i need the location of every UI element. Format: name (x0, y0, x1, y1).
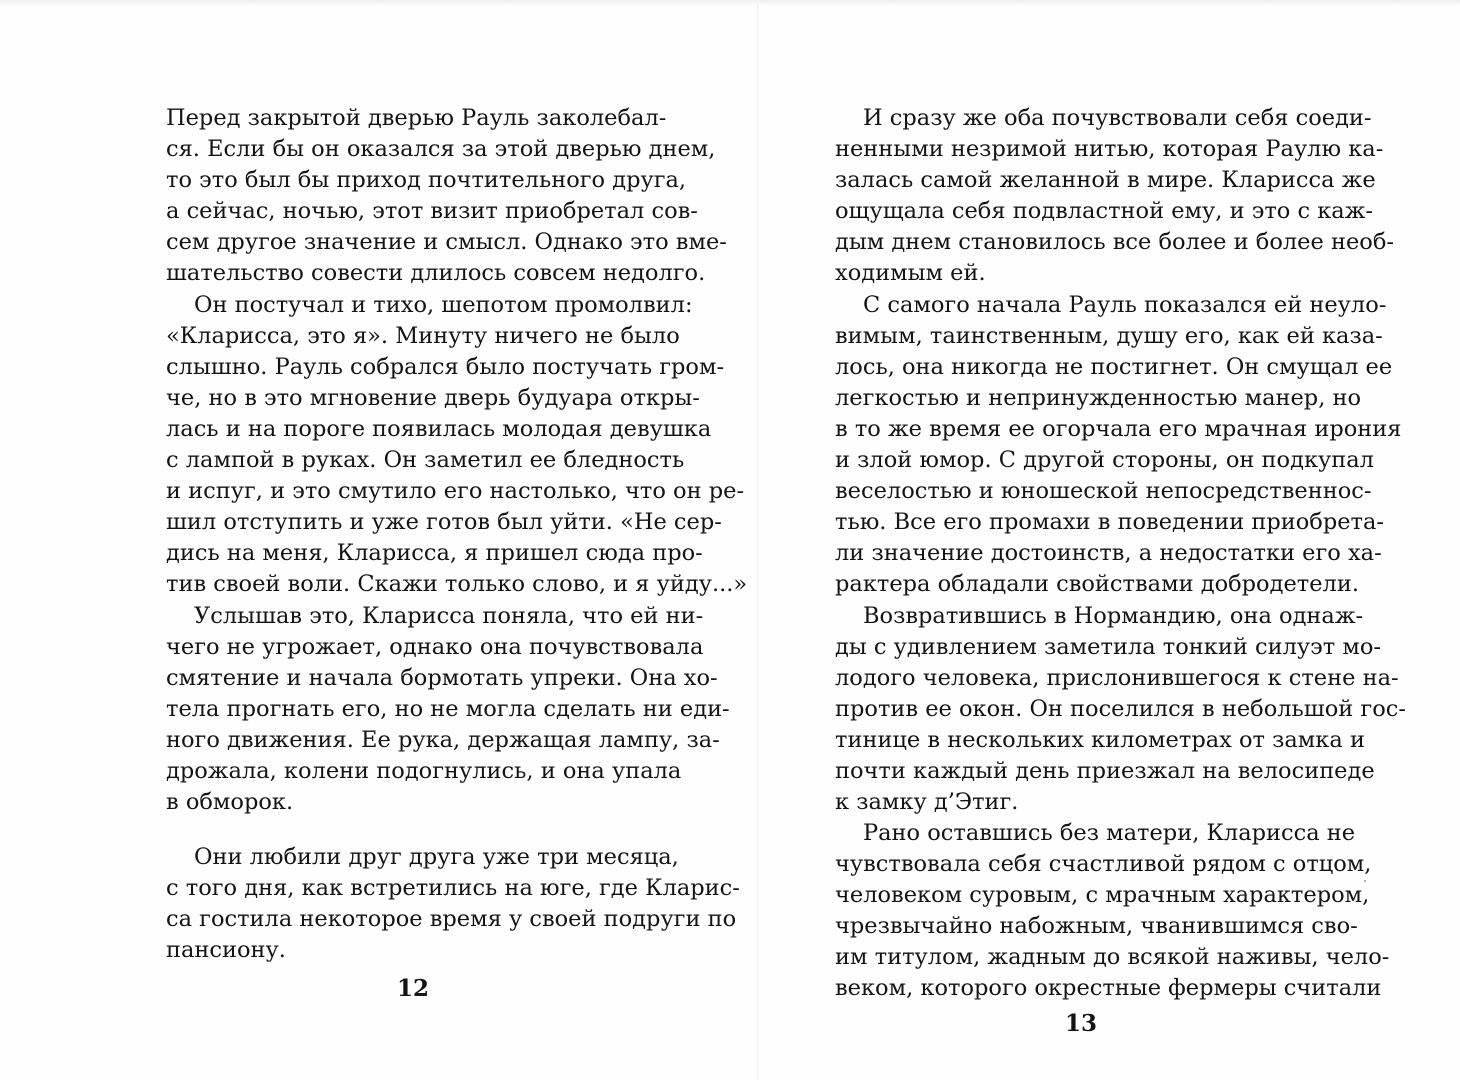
text-line: и испуг, и это смутило его настолько, что он ре- (166, 478, 745, 504)
text-line: шательство совести длилось совсем недолго. (166, 260, 706, 286)
text-line: против ее окон. Он поселился в небольшой гос- (835, 696, 1406, 722)
text-line: ненными незримой нитью, которая Раулю ка- (835, 136, 1384, 162)
text-line: ощущала себя подвластной ему, и это с каж- (835, 198, 1374, 224)
text-line: залась самой желанной в мире. Кларисса же (835, 167, 1376, 193)
text-line: Перед закрытой дверью Рауль заколебал- (166, 105, 667, 131)
text-line: сем другое значение и смысл. Однако это вме- (166, 229, 727, 255)
text-line: Услышав это, Кларисса поняла, что ей ни- (194, 603, 704, 629)
text-line: Они любили друг друга уже три месяца, (194, 844, 679, 870)
text-line: ли значение достоинств, а недостатки его ха- (835, 540, 1382, 566)
text-line: ды с удивлением заметила тонкий силуэт мо- (835, 634, 1381, 660)
text-line: слышно. Рауль собрался было постучать гром- (166, 354, 725, 380)
text-line: почти каждый день приезжал на велосипеде (835, 758, 1375, 784)
text-line: в то же время ее огорчала его мрачная ирония (835, 416, 1402, 442)
text-line: дись на меня, Кларисса, я пришел сюда про- (166, 540, 703, 566)
text-line: лось, она никогда не постигнет. Он смущал ее (835, 354, 1393, 380)
text-line: веселостью и юношеской непосредственнос- (835, 478, 1372, 504)
text-line: чрезвычайно набожным, чванившимся сво- (835, 913, 1358, 939)
text-line: тела прогнать его, но не могла сделать ни еди- (166, 696, 730, 722)
text-line: С самого начала Рауль показался ей неуло- (863, 292, 1387, 318)
text-line: Рано оставшись без матери, Кларисса не (863, 820, 1356, 846)
text-line: рактера обладали свойствами добродетели. (835, 571, 1359, 597)
text-line: И сразу же оба почувствовали себя соеди- (863, 105, 1372, 131)
text-line: тинице в нескольких километрах от замка и (835, 727, 1365, 753)
text-line: шил отступить и уже готов был уйти. «Не сер- (166, 509, 722, 535)
text-line: че, но в это мгновение дверь будуара откры- (166, 385, 700, 411)
text-line: Он постучал и тихо, шепотом промолвил: (194, 292, 693, 318)
text-line: чего не угрожает, однако она почувствовала (166, 634, 704, 660)
text-line: ного движения. Ее рука, держащая лампу, за- (166, 727, 720, 753)
page-number: 13 (1064, 1010, 1097, 1037)
text-line: а сейчас, ночью, этот визит приобретал сов- (166, 198, 698, 224)
text-line: са гостила некоторое время у своей подруги по (166, 906, 737, 932)
text-line: к замку д’Этиг. (835, 789, 1019, 815)
text-line: с лампой в руках. Он заметил ее бледность (166, 447, 685, 473)
text-line: «Кларисса, это я». Минуту ничего не было (166, 323, 680, 349)
text-line: в обморок. (166, 789, 294, 815)
text-line: с того дня, как встретились на юге, где Кларис- (166, 875, 740, 901)
text-line: дрожала, колени подогнулись, и она упала (166, 758, 682, 784)
text-line: ходимым ей. (835, 260, 986, 286)
text-line: тью. Все его промахи в поведении приобрета- (835, 509, 1385, 535)
text-line: дым днем становилось все более и более необ- (835, 229, 1394, 255)
text-line: вимым, таинственным, душу его, как ей каза- (835, 323, 1383, 349)
text-line: Возвратившись в Нормандию, она однаж- (863, 603, 1364, 629)
text-line: веком, которого окрестные фермеры считали (835, 975, 1382, 1001)
text-line: легкостью и непринужденностью манер, но (835, 385, 1362, 411)
right-page (759, 0, 1460, 1080)
text-line: чувствовала себя счастливой рядом с отцом, (835, 851, 1372, 877)
text-line: лодого человека, прислонившегося к стене на- (835, 665, 1399, 691)
text-line: им титулом, жадным до всякой наживы, чело- (835, 944, 1390, 970)
page-number: 12 (396, 975, 429, 1002)
text-line: пансиону. (166, 937, 286, 963)
text-line: человеком суровым, с мрачным характером, (835, 882, 1370, 908)
text-line: лась и на пороге появилась молодая девушка (166, 416, 712, 442)
text-line: и злой юмор. С другой стороны, он подкупал (835, 447, 1374, 473)
text-line: смятение и начала бормотать упреки. Она хо- (166, 665, 718, 691)
text-line: то это был бы приход почтительного друга, (166, 167, 687, 193)
paper-speck (1364, 880, 1366, 882)
text-line: ся. Если бы он оказался за этой дверью днем, (166, 136, 716, 162)
text-line: тив своей воли. Скажи только слово, и я уйду...» (166, 571, 748, 597)
